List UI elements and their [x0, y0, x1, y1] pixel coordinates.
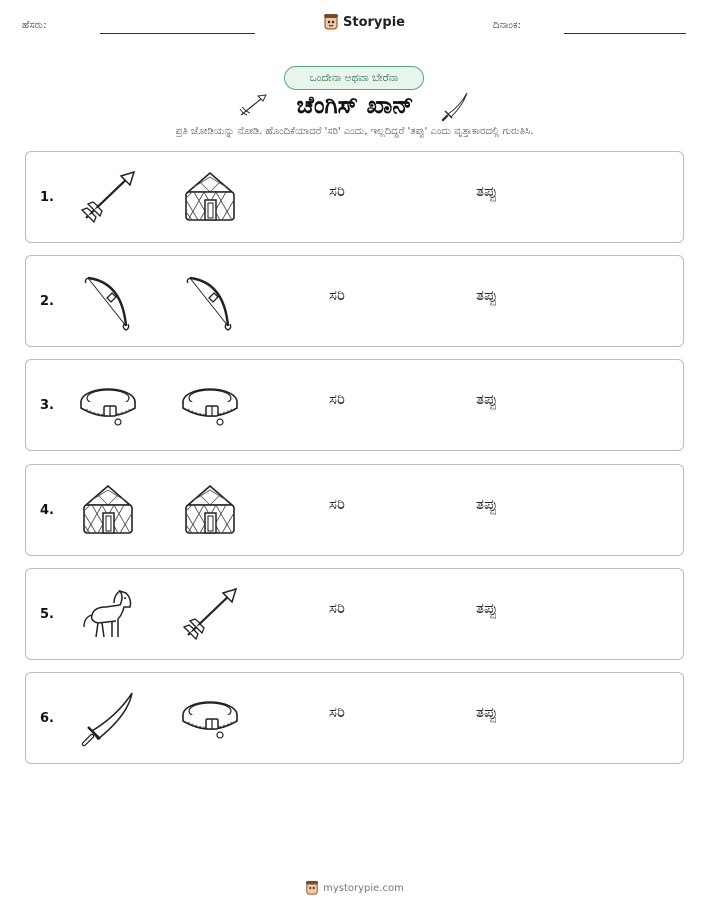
question-number: 2.: [40, 294, 54, 310]
belt-icon: [78, 376, 138, 436]
question-number: 5.: [40, 606, 54, 622]
date-write-line[interactable]: [564, 33, 686, 34]
yurt-icon: [180, 168, 240, 228]
horse-icon: [78, 585, 138, 645]
storypie-mascot-icon: [305, 880, 319, 896]
arrow-icon: [78, 168, 138, 228]
answer-true-option[interactable]: ಸರಿ: [329, 390, 345, 409]
question-card: [25, 151, 684, 243]
question-number: 3.: [40, 398, 54, 414]
question-card: [25, 672, 684, 764]
answer-true-option[interactable]: ಸರಿ: [329, 494, 345, 513]
question-card: [25, 568, 684, 660]
question-number: 1.: [40, 190, 54, 205]
answer-false-option[interactable]: ತಪ್ಪು: [476, 182, 498, 200]
answer-true-option[interactable]: ಸರಿ: [329, 286, 345, 305]
name-label: ಹೆಸರು:: [22, 20, 47, 31]
date-label: ದಿನಾಂಕ:: [493, 20, 521, 31]
bow-icon: [180, 272, 240, 332]
page-title: ಚೆಂಗಿಸ್ ಖಾನ್: [296, 91, 414, 119]
answer-true-option[interactable]: ಸರಿ: [329, 182, 345, 200]
question-card: [25, 359, 684, 451]
yurt-icon: [180, 481, 240, 541]
instructions: ಪ್ರತಿ ಜೋಡಿಯನ್ನು ನೋಡಿ. ಹೊಂದಿಕೆಯಾದರೆ 'ಸರಿ' ಎಂದು, ಇಲ್ಲದಿದ್ದರೆ 'ತಪ್ಪು' ಎಂದು ವೃತ್ತಾಕಾರದಲ್ಲಿ ಗುರುತಿಸಿ.: [175, 126, 534, 137]
answer-false-option[interactable]: ತಪ್ಪು: [476, 598, 498, 617]
brand-name: Storypie: [343, 14, 405, 30]
sword-decoration-icon: [440, 90, 470, 122]
yurt-icon: [78, 481, 138, 541]
brand-logo: [323, 13, 405, 31]
belt-icon: [180, 689, 240, 749]
footer: [0, 880, 709, 896]
answer-true-option[interactable]: ಸರಿ: [329, 598, 345, 617]
bow-icon: [78, 272, 138, 332]
sword-icon: [78, 689, 138, 749]
storypie-mascot-icon: [323, 13, 339, 31]
answer-true-option[interactable]: ಸರಿ: [329, 703, 345, 721]
answer-false-option[interactable]: ತಪ್ಪು: [476, 703, 498, 721]
question-card: [25, 255, 684, 347]
answer-false-option[interactable]: ತಪ್ಪು: [476, 494, 498, 513]
footer-url[interactable]: mystorypie.com: [323, 882, 404, 894]
question-number: 4.: [40, 502, 54, 518]
worksheet-type-badge: ಒಂದೇನಾ ಅಥವಾ ಬೇರೆನಾ: [284, 66, 424, 90]
name-write-line[interactable]: [100, 33, 255, 34]
answer-false-option[interactable]: ತಪ್ಪು: [476, 390, 498, 409]
arrow-icon: [180, 585, 240, 645]
question-card: [25, 464, 684, 556]
answer-false-option[interactable]: ತಪ್ಪು: [476, 286, 498, 305]
question-number: 6.: [40, 711, 54, 726]
belt-icon: [180, 376, 240, 436]
